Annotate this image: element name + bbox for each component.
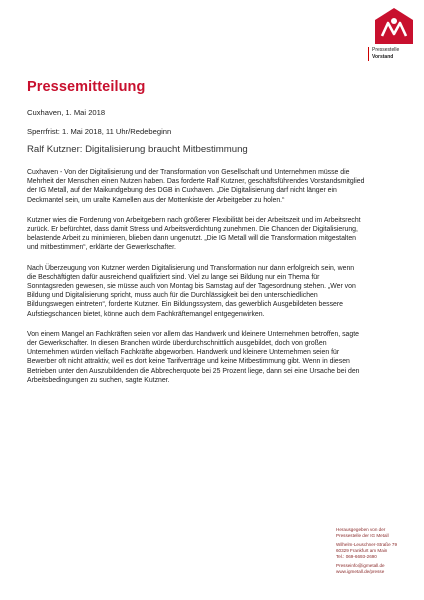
org-line-2: Vorstand	[372, 54, 394, 60]
publisher-info	[336, 527, 422, 575]
subtitle: Ralf Kutzner: Digitalisierung braucht Mitbestimmung	[27, 144, 248, 155]
publisher-web[interactable]: www.igmetall.de/presse	[336, 569, 385, 574]
org-line-1: Pressestelle	[372, 47, 400, 53]
paragraph: Nach Überzeugung von Kutzner werden Digitalisierung und Transformation nur dann erfolgreich sein, wenn die Beschäftigten dafür ausreichend qualifiziert sind. Viel zu lange sei Bildung nur ein Thema für Sonntagsreden gewesen, sie müsse auch von Montag bis Samstag auf der Tagesordnung stehen. „Wer von Bildung und Digitalisierung spricht, muss auch für die Durchlässigkeit bei den unterschiedlichen Bildungswegen eintreten“, forderte Kutzner. Ein Bildungssystem, das gewerblich Ausgebildeten bessere Aufstiegschancen bietet, könne auch dem Fachkräftemangel entgegenwirken.	[27, 264, 356, 318]
paragraph: Von einem Mangel an Fachkräften seien vor allem das Handwerk und kleinere Unternehmen betroffen, sagte der Gewerkschafter. In diesen Branchen würde überdurchschnittlich ausgebildet, doch von großen Unternehmen würden vielfach Fachkräfte abgeworben. Handwerk und kleinere Unternehmen seien für Bewerber oft nicht attraktiv, weil es dort keine Tarifverträge und keine Mitbestimmung gibt. Wenn in diesen Betrieben unter den Auszubildenden die Abbrecherquote bei 25 Prozent liege, dann sei eine Ursache bei den Arbeitsbedingungen zu suchen, sagte Kutzner.	[27, 330, 360, 384]
page-title: Pressemitteilung	[27, 79, 146, 95]
paragraph: Cuxhaven - Von der Digitalisierung und der Transformation von Gesellschaft und Unternehmen müsse die Mehrheit der Menschen einen Nutzen haben. Das forderte Ralf Kutzner, geschäftsführendes Vorstandsmitglied der IG Metall, auf der Maikundgebung des DGB in Cuxhaven. „Die Digitalisierung darf nicht länger ein Deckmantel sein, um uralte Kamellen aus der Mottenkiste der Arbeitgeber zu holen.“	[27, 169, 365, 204]
publisher-line-1: Herausgegeben von der	[336, 527, 386, 532]
paragraph: Kutzner wies die Forderung von Arbeitgebern nach größerer Flexibilität bei der Arbeitszeit und im Arbeitsrecht zurück. Er befürchtet, dass damit Stress und Arbeitsverdichtung zunehmen. Die Chancen der Digitalisierung, belastende Arbeit zu minimieren, blieben dann ungenutzt. „Die IG Metall will die Transformation mitgestalten und mitbestimmen“, erklärte der Gewerkschafter.	[27, 216, 361, 252]
org-block	[368, 47, 422, 61]
publisher-phone: Tel.: 069-6693-2690	[336, 554, 377, 559]
publisher-address-1: Wilhelm-Leuschner-Straße 79	[336, 542, 398, 547]
publisher-line-2: Pressestelle der IG Metall	[336, 533, 389, 538]
body-text	[27, 168, 365, 396]
publisher-email[interactable]: Presseinfo@igmetall.de	[336, 563, 385, 568]
publisher-address-2: 60329 Frankfurt am Main	[336, 548, 388, 553]
ig-metall-logo-icon	[374, 7, 414, 45]
embargo-notice: Sperrfrist: 1. Mai 2018, 11 Uhr/Redebeginn	[27, 127, 172, 136]
dateline: Cuxhaven, 1. Mai 2018	[27, 108, 106, 117]
